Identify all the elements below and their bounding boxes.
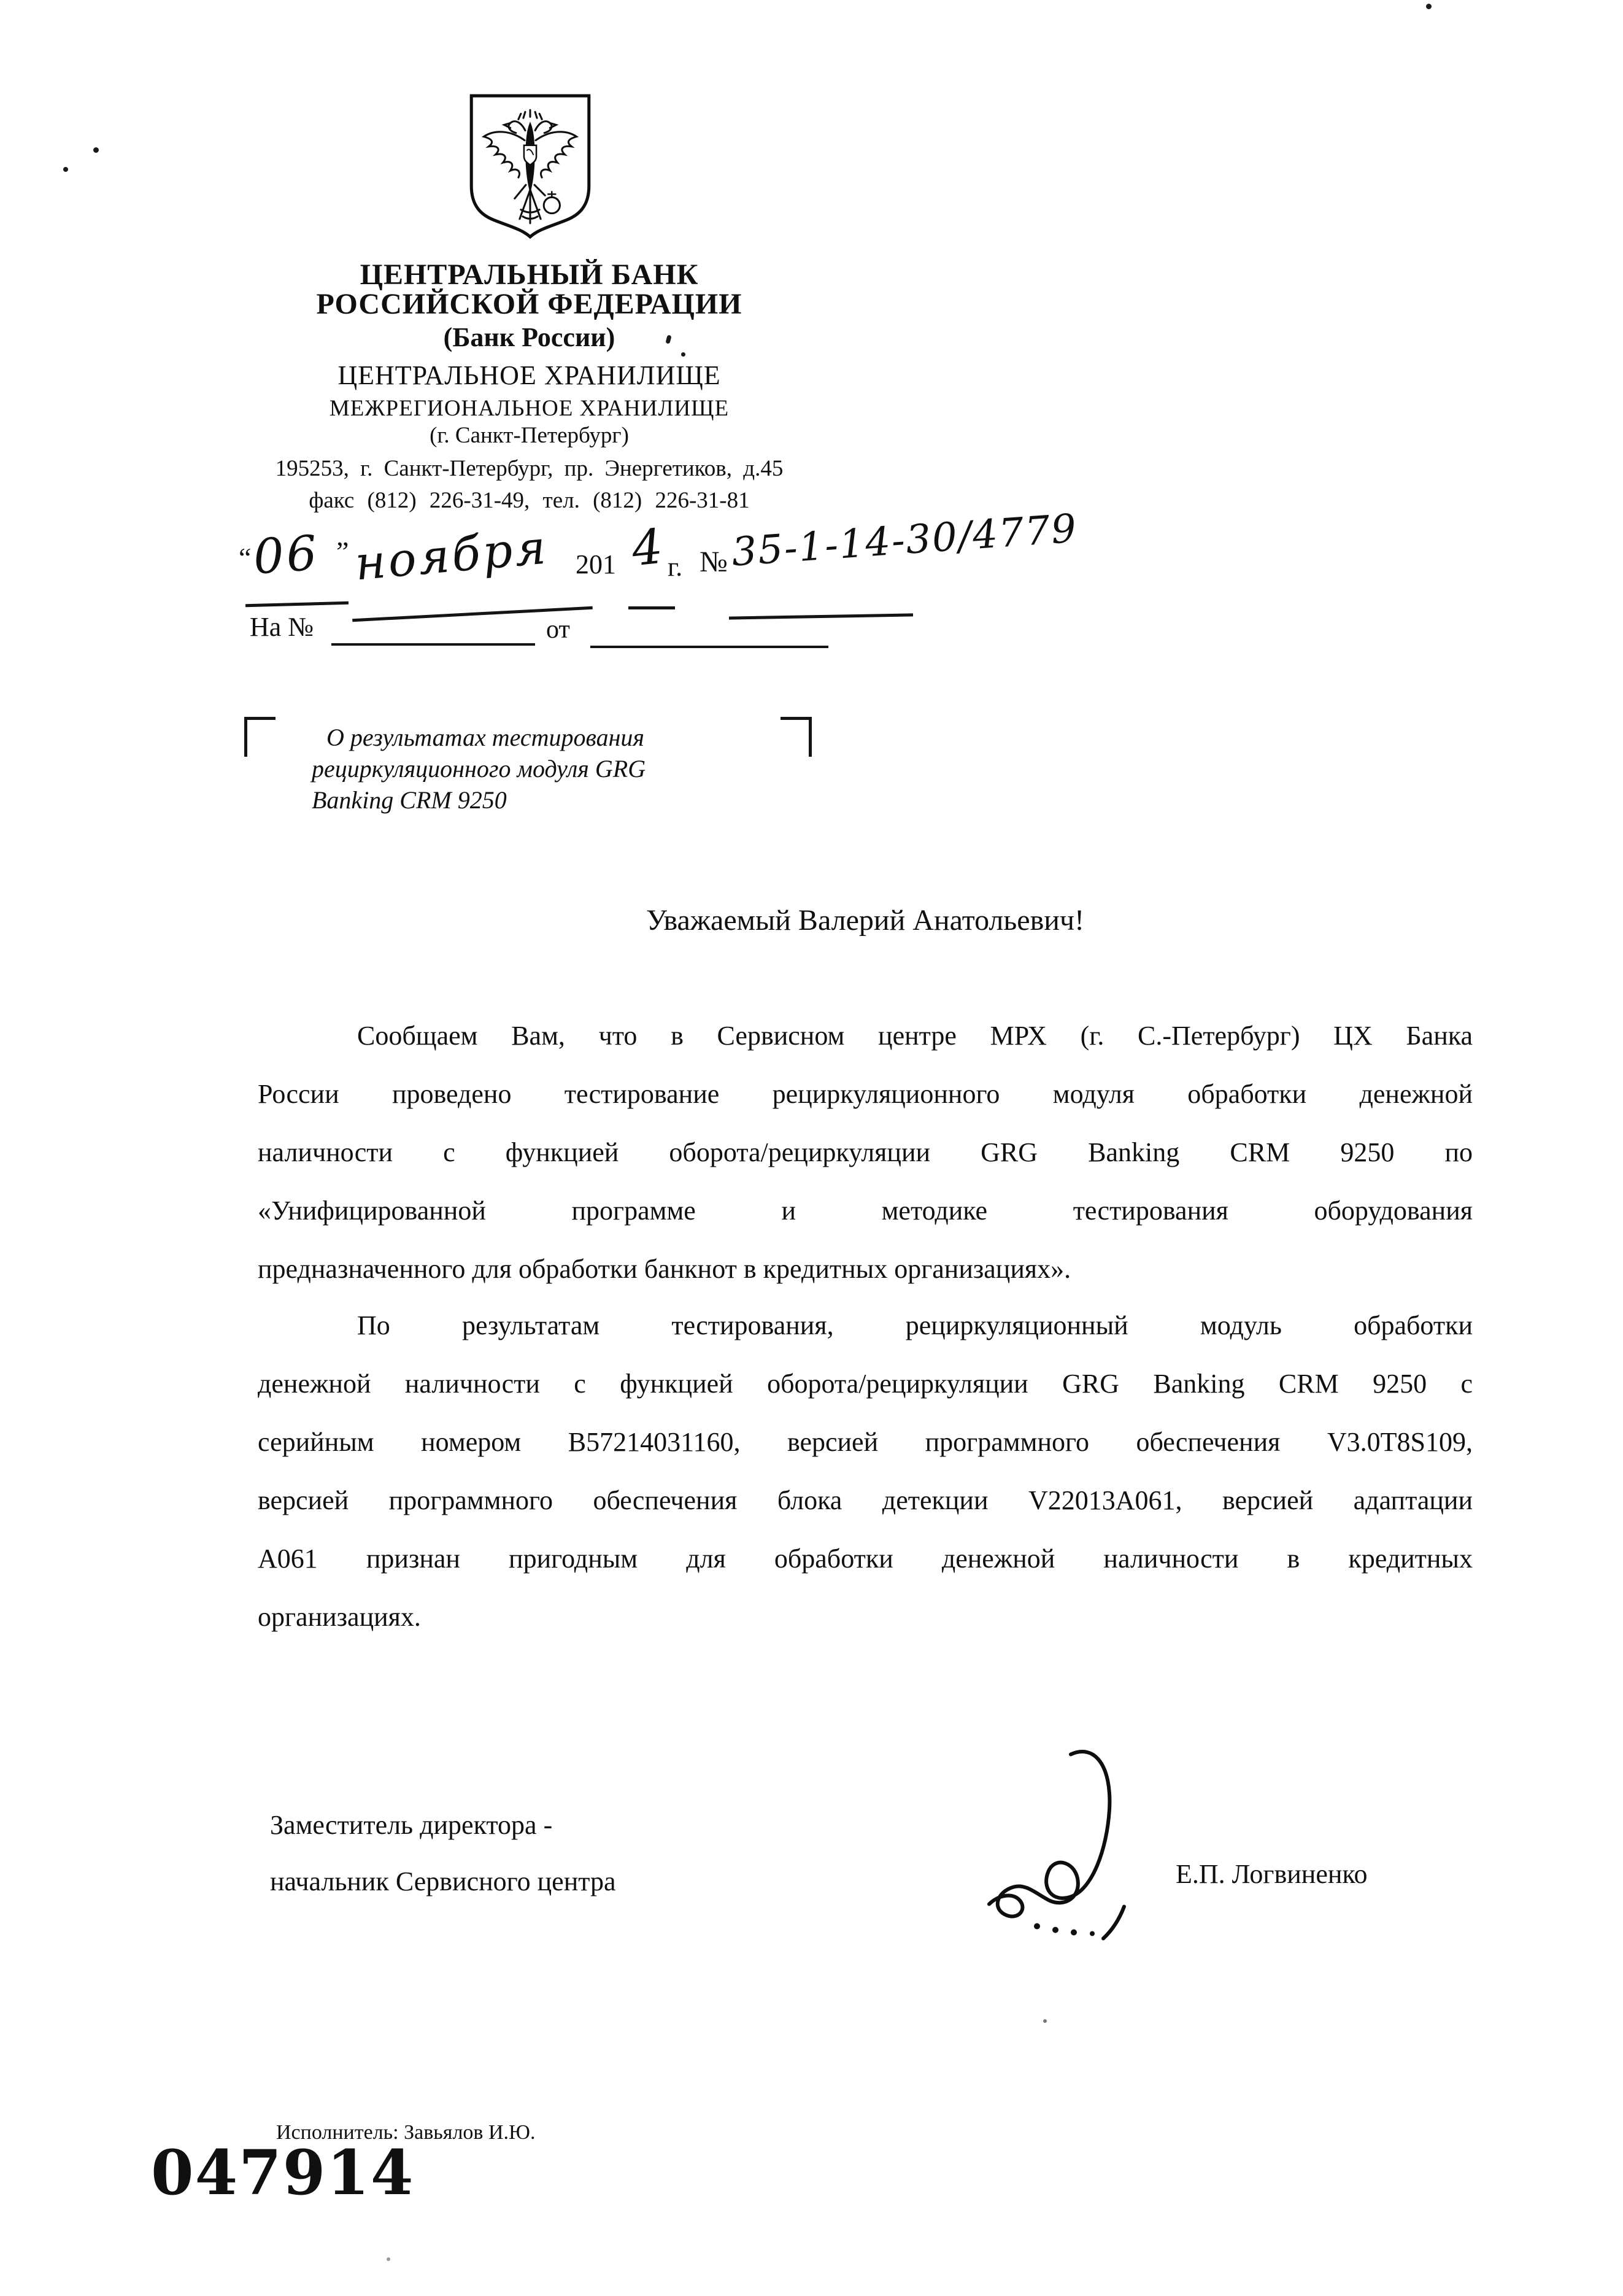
greeting-line: Уважаемый Валерий Анатольевич! bbox=[646, 904, 1085, 937]
subject-corner-mark-right bbox=[781, 717, 812, 757]
body-line: А061 признан пригодным для обработки денежной наличности в кредитных bbox=[258, 1544, 1473, 1574]
body-line: По результатам тестирования, рециркуляционный модуль обработки bbox=[357, 1310, 1473, 1340]
body-line: наличности с функцией оборота/рециркуляции GRG Banking CRM 9250 по bbox=[258, 1137, 1473, 1167]
handwritten-signature-icon bbox=[945, 1741, 1178, 1952]
underline-number bbox=[729, 613, 913, 619]
body-line: «Унифицированной программе и методике тестирования оборудования bbox=[258, 1196, 1473, 1226]
signer-name: Е.П. Логвиненко bbox=[1176, 1859, 1368, 1889]
subject-line-2: рециркуляционного модуля GRG bbox=[312, 755, 646, 783]
org-name-line2: РОССИЙСКОЙ ФЕДЕРАЦИИ bbox=[316, 288, 742, 320]
date-year-digit-handwritten: 4 bbox=[629, 519, 666, 578]
dept-city: (г. Санкт-Петербург) bbox=[430, 423, 629, 448]
body-line: версией программного обеспечения блока детекции V22013A061, версией адаптации bbox=[258, 1485, 1473, 1515]
body-paragraph-2 bbox=[258, 1296, 1473, 1646]
scan-speck bbox=[1426, 4, 1432, 9]
registration-stamp-number: 047914 bbox=[151, 2136, 415, 2209]
reply-date-blank-line bbox=[590, 646, 828, 648]
body-line: России проведено тестирование рециркуляционного модуля обработки денежной bbox=[258, 1079, 1473, 1109]
scan-speck bbox=[93, 147, 99, 153]
signer-title-line1: Заместитель директора - bbox=[270, 1810, 553, 1840]
subject-block bbox=[312, 722, 729, 816]
org-name-line1: ЦЕНТРАЛЬНЫЙ БАНК bbox=[360, 258, 699, 291]
subject-line-3: Banking CRM 9250 bbox=[312, 786, 507, 814]
body-paragraph-1 bbox=[258, 1007, 1473, 1298]
scan-speck bbox=[1043, 2019, 1047, 2023]
phone-fax-line: факс (812) 226-31-49, тел. (812) 226-31-81 bbox=[309, 488, 750, 513]
body-line: организациях. bbox=[258, 1602, 421, 1632]
scan-speck bbox=[681, 352, 685, 357]
date-month-handwritten: ноября bbox=[352, 519, 550, 591]
dept-line2: МЕЖРЕГИОНАЛЬНОЕ ХРАНИЛИЩЕ bbox=[329, 396, 730, 421]
reply-number-blank-line bbox=[331, 643, 535, 646]
subject-line-1: О результатах тестирования bbox=[326, 724, 645, 751]
signer-title-line2: начальник Сервисного центра bbox=[270, 1866, 616, 1896]
body-line: серийным номером В57214031160, версией программного обеспечения V3.0T8S109, bbox=[258, 1427, 1473, 1457]
dept-line1: ЦЕНТРАЛЬНОЕ ХРАНИЛИЩЕ bbox=[337, 360, 721, 390]
address-line: 195253, г. Санкт-Петербург, пр. Энергетиков, д.45 bbox=[275, 456, 784, 481]
body-line: предназначенного для обработки банкнот в кредитных организациях». bbox=[258, 1254, 1071, 1284]
reply-from-label: от bbox=[546, 616, 570, 644]
outgoing-number-handwritten: 35-1-14-30/4779 bbox=[730, 506, 1079, 576]
number-sign: № bbox=[700, 546, 728, 578]
date-close-quote: ” bbox=[336, 536, 349, 567]
scan-speck bbox=[387, 2257, 390, 2261]
date-year-printed: 201 bbox=[576, 549, 616, 579]
body-line: Сообщаем Вам, что в Сервисном центре МРХ (г. С.-Петербург) ЦХ Банка bbox=[357, 1021, 1473, 1051]
subject-corner-mark-left bbox=[244, 717, 276, 757]
underline-day bbox=[245, 601, 349, 607]
body-line: денежной наличности с функцией оборота/рециркуляции GRG Banking CRM 9250 с bbox=[258, 1369, 1473, 1399]
reply-number-label: На № bbox=[250, 612, 314, 642]
date-year-suffix: г. bbox=[668, 552, 683, 582]
org-short-name: (Банк России) bbox=[443, 322, 615, 352]
scan-speck bbox=[63, 167, 68, 172]
executor-line: Исполнитель: Завьялов И.Ю. bbox=[276, 2121, 536, 2144]
coat-of-arms-icon bbox=[465, 92, 595, 241]
underline-year-digit bbox=[628, 606, 675, 609]
date-day-handwritten: 06 bbox=[251, 525, 322, 586]
date-open-quote: “ bbox=[239, 542, 252, 573]
